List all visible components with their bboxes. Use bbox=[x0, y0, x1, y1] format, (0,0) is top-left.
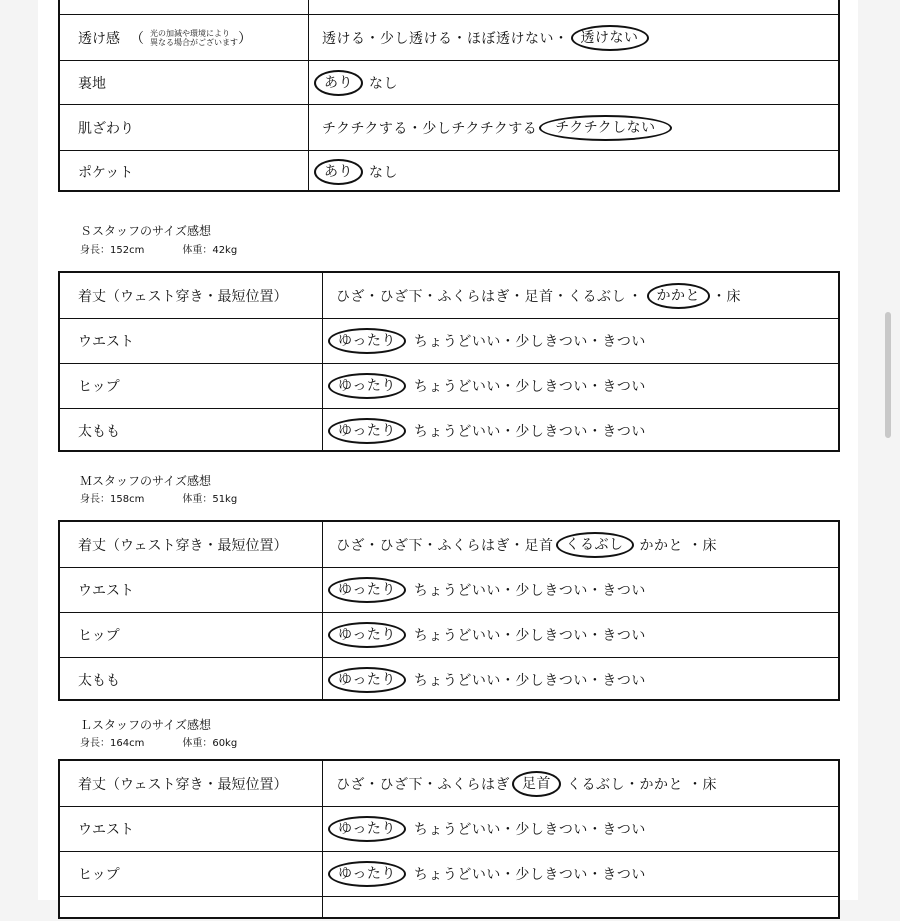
row-label: 太もも bbox=[78, 423, 120, 440]
row-value: 透ける・少し透ける・ほぼ透けない・ 透けない bbox=[322, 15, 651, 60]
row-value: ゆったり ちょうどいい・少しきつい・きつい bbox=[326, 409, 646, 452]
circled-choice: くるぶし bbox=[556, 532, 634, 558]
circled-choice: ゆったり bbox=[328, 816, 406, 842]
row-label: ウエスト bbox=[78, 583, 134, 599]
table-row bbox=[60, 851, 838, 896]
row-label: 肌ざわり bbox=[78, 120, 134, 137]
table-row bbox=[60, 0, 838, 14]
circled-choice: ゆったり bbox=[328, 667, 406, 693]
row-label: ウエスト bbox=[78, 822, 134, 838]
row-value: ひざ・ひざ下・ふくらはぎ 足首 くるぶし・かかと ・床 bbox=[336, 761, 717, 806]
staff-size-table bbox=[58, 759, 840, 919]
document-page bbox=[38, 0, 858, 900]
row-value: ゆったり ちょうどいい・少しきつい・きつい bbox=[326, 568, 646, 612]
row-label: ポケット bbox=[78, 164, 134, 181]
row-label: 着丈（ウェスト穿き・最短位置） bbox=[78, 537, 288, 554]
scrollbar-thumb[interactable] bbox=[885, 312, 891, 438]
circled-choice: ゆったり bbox=[328, 373, 406, 399]
table-row bbox=[60, 60, 838, 104]
staff-size-table bbox=[58, 271, 840, 452]
circled-choice: ゆったり bbox=[328, 577, 406, 603]
row-label: 透け感 （ 光の加減や環境により 異なる場合がございます ） bbox=[78, 28, 252, 47]
circled-choice: ゆったり bbox=[328, 418, 406, 444]
row-label: ヒップ bbox=[78, 628, 120, 644]
circled-choice: 透けない bbox=[571, 25, 649, 51]
row-value: ゆったり ちょうどいい・少しきつい・きつい bbox=[326, 319, 646, 363]
row-value: チクチクする・少しチクチクする チクチクしない bbox=[322, 105, 674, 150]
staff-title: Ｓスタッフのサイズ感想 bbox=[80, 224, 212, 238]
circled-choice: あり bbox=[314, 70, 363, 96]
row-value: ゆったり ちょうどいい・少しきつい・きつい bbox=[326, 807, 646, 851]
table-row bbox=[60, 150, 838, 192]
circled-choice: かかと bbox=[647, 283, 711, 309]
row-value: ゆったり ちょうどいい・少しきつい・きつい bbox=[326, 852, 646, 896]
row-label: ウエスト bbox=[78, 334, 134, 350]
circled-choice: ゆったり bbox=[328, 622, 406, 648]
row-label: ヒップ bbox=[78, 379, 120, 395]
row-label: 太もも bbox=[78, 672, 120, 689]
row-value: ゆったり ちょうどいい・少しきつい・きつい bbox=[326, 613, 646, 657]
circled-choice: あり bbox=[314, 159, 363, 185]
row-label: 着丈（ウェスト穿き・最短位置） bbox=[78, 288, 288, 305]
table-row bbox=[60, 363, 838, 408]
staff-measurements: 身長：152cm 体重：42kg bbox=[80, 245, 238, 256]
row-value: ゆったり ちょうどいい・少しきつい・きつい bbox=[326, 364, 646, 408]
row-note: 光の加減や環境により 異なる場合がございます bbox=[150, 28, 238, 47]
row-label: ヒップ bbox=[78, 867, 120, 883]
row-value: あり なし bbox=[312, 61, 398, 104]
circled-choice: ゆったり bbox=[328, 861, 406, 887]
row-label: 裏地 bbox=[78, 75, 106, 92]
table-row bbox=[60, 657, 838, 701]
staff-measurements: 身長：164cm 体重：60kg bbox=[80, 738, 238, 749]
material-table bbox=[58, 0, 840, 192]
row-value: ひざ・ひざ下・ふくらはぎ・足首 くるぶし かかと ・床 bbox=[336, 522, 717, 567]
table-row bbox=[60, 408, 838, 452]
row-value: あり なし bbox=[312, 151, 398, 192]
staff-measurements: 身長：158cm 体重：51kg bbox=[80, 494, 238, 505]
row-label: 着丈（ウェスト穿き・最短位置） bbox=[78, 776, 288, 793]
table-row bbox=[60, 318, 838, 363]
circled-choice: 足首 bbox=[512, 771, 561, 797]
row-value: ひざ・ひざ下・ふくらはぎ・足首・くるぶし ・ かかと ・ 床 bbox=[336, 273, 741, 318]
table-row bbox=[60, 806, 838, 851]
circled-choice: チクチクしない bbox=[539, 115, 671, 141]
table-row bbox=[60, 612, 838, 657]
table-row bbox=[60, 273, 838, 318]
table-row bbox=[60, 522, 838, 567]
staff-title: Ｍスタッフのサイズ感想 bbox=[80, 474, 212, 488]
staff-size-table bbox=[58, 520, 840, 701]
table-row bbox=[60, 761, 838, 806]
table-row bbox=[60, 104, 838, 150]
staff-title: Ｌスタッフのサイズ感想 bbox=[80, 718, 212, 732]
table-row bbox=[60, 14, 838, 60]
row-value: ゆったり ちょうどいい・少しきつい・きつい bbox=[326, 658, 646, 701]
circled-choice: ゆったり bbox=[328, 328, 406, 354]
table-row bbox=[60, 567, 838, 612]
